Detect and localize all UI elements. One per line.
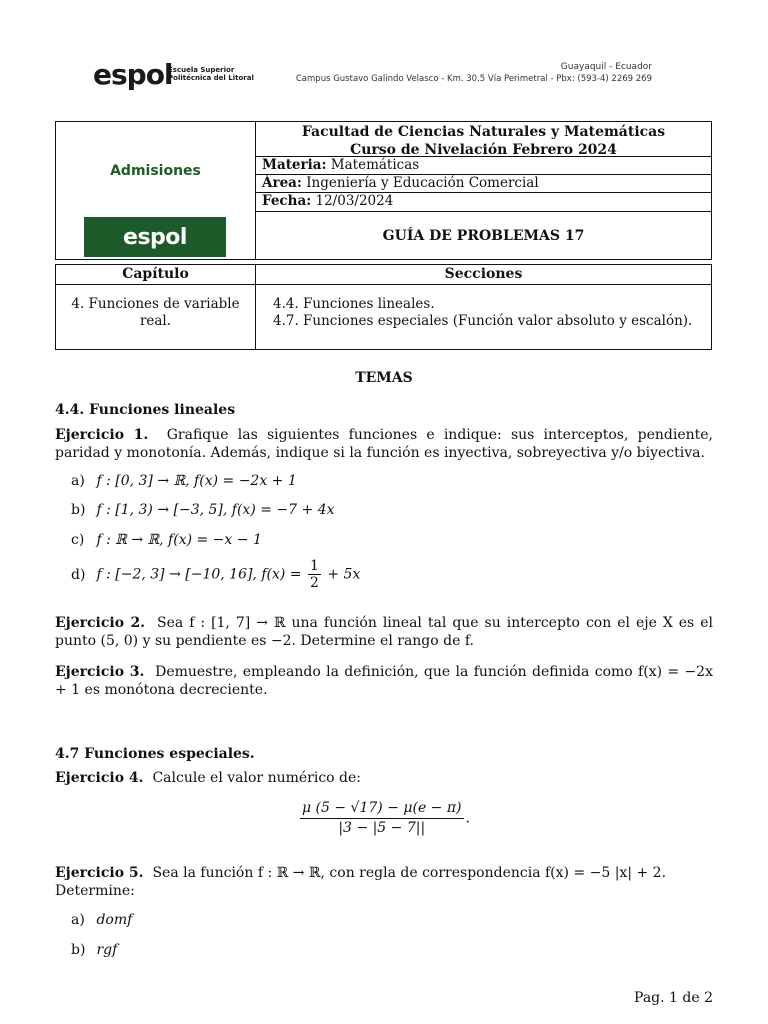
temas-heading: TEMAS — [355, 370, 413, 386]
area-row — [256, 175, 711, 193]
course-name: Curso de Nivelación Febrero 2024 — [350, 142, 617, 158]
exercise-3-text: Demuestre, empleando la definición, que la función definida como f(x) = −2x + 1 es monótona decreciente. — [55, 664, 713, 698]
item-label: b) — [71, 502, 86, 518]
logo-subtitle-line2: Politécnica del Litoral — [168, 74, 254, 82]
formula-denominator: |3 − |5 − 7|| — [338, 820, 426, 836]
item-label: c) — [71, 532, 85, 548]
exercise-5 — [55, 864, 713, 900]
area-value: Ingeniería y Educación Comercial — [306, 175, 539, 191]
exercise-2-label: Ejercicio 2. — [55, 615, 146, 631]
chapter-line2: real. — [139, 313, 172, 329]
sections-cell — [273, 296, 692, 330]
logo-subtitle-line1: Escuela Superior — [168, 66, 235, 74]
faculty-name: Facultad de Ciencias Naturales y Matemáticas — [301, 124, 666, 140]
page-number: Pag. 1 de 2 — [634, 990, 713, 1006]
formula-fraction — [300, 799, 464, 838]
area-label: Área: — [262, 175, 302, 191]
exercise-1-text: Grafique las siguientes funciones e indique: sus interceptos, pendiente, paridad y monotonía. Además, indique si la función es inyectiva, sobreyectiva y/o biyectiva. — [55, 427, 713, 461]
exercise-2 — [55, 614, 713, 650]
exercise-4-text: Calcule el valor numérico de: — [152, 770, 362, 786]
materia-value: Matemáticas — [330, 157, 420, 173]
section-item-2: 4.7. Funciones especiales (Función valor absoluto y escalón). — [273, 313, 693, 329]
item-label: d) — [71, 566, 86, 583]
exercise-4-formula — [0, 799, 768, 838]
exercise-5-label: Ejercicio 5. — [55, 865, 144, 881]
item-label: a) — [71, 912, 85, 928]
info-box — [55, 121, 712, 260]
exercise-5-text: Sea la función f : ℝ → ℝ, con regla de correspondencia f(x) = −5 |x| + 2. — [152, 865, 667, 881]
exercise-1 — [55, 426, 713, 462]
materia-label: Materia: — [262, 157, 327, 173]
logo-subtitle — [168, 66, 254, 82]
item-label: a) — [71, 473, 85, 489]
item-label: b) — [71, 942, 86, 958]
header-address: Campus Gustavo Galindo Velasco - Km. 30.5 Vía Perimetral - Pbx: (593-4) 2269 269 — [295, 74, 652, 84]
fraction-numerator: 1 — [309, 558, 319, 574]
exercise-5-item-a — [71, 911, 132, 929]
fecha-row — [256, 193, 711, 212]
fecha-label: Fecha: — [262, 193, 312, 209]
item-expression: f : [0, 3] → ℝ, f(x) = −2x + 1 — [96, 473, 297, 489]
exercise-2-text: Sea f : [1, 7] → ℝ una función lineal tal que su intercepto con el eje X es el punto (5, 0) y su pendiente es −2. Determine el rango de f. — [55, 615, 713, 649]
chapter-header: Capítulo — [122, 266, 189, 282]
exercise-1-item-d — [71, 558, 360, 591]
item-expression: domf — [96, 912, 133, 928]
exercise-5-item-b — [71, 941, 117, 959]
guide-title: GUÍA DE PROBLEMAS 17 — [382, 227, 585, 244]
exercise-4-label: Ejercicio 4. — [55, 770, 144, 786]
fraction — [308, 558, 321, 591]
chapter-table-header-line — [56, 284, 711, 285]
exercise-1-item-a — [71, 472, 297, 490]
materia-row — [256, 157, 711, 175]
item-expression: f : [−2, 3] → [−10, 16], f(x) = — [96, 566, 302, 583]
exercise-1-label: Ejercicio 1. — [55, 427, 149, 443]
admisiones-label: Admisiones — [110, 163, 201, 179]
fecha-value: 12/03/2024 — [315, 193, 394, 209]
espol-logo: espol — [93, 58, 173, 91]
exercise-1-item-b — [71, 501, 335, 519]
chapter-line1: 4. Funciones de variable — [71, 296, 240, 312]
item-expression: f : [1, 3) → [−3, 5], f(x) = −7 + 4x — [96, 502, 335, 518]
section-item-1: 4.4. Funciones lineales. — [273, 296, 435, 312]
item-expression: rgf — [96, 942, 118, 958]
exercise-1-item-c — [71, 531, 262, 549]
sections-header: Secciones — [444, 266, 523, 282]
faculty-block — [256, 122, 711, 157]
section-heading-44: 4.4. Funciones lineales — [55, 402, 236, 418]
item-expression: f : ℝ → ℝ, f(x) = −x − 1 — [96, 532, 262, 548]
formula-numerator: μ (5 − √17) − μ(e − π) — [300, 799, 464, 819]
exercise-3 — [55, 663, 713, 699]
espol-brand-logo: espol — [84, 217, 226, 257]
chapter-cell — [56, 296, 255, 330]
exercise-5-determine: Determine: — [55, 883, 135, 899]
section-heading-47: 4.7 Funciones especiales. — [55, 746, 255, 762]
header-city: Guayaquil - Ecuador — [560, 62, 652, 72]
item-expression-tail: + 5x — [327, 566, 361, 583]
exercise-4 — [55, 769, 361, 787]
fraction-denominator: 2 — [309, 575, 319, 591]
exercise-3-label: Ejercicio 3. — [55, 664, 145, 680]
formula-period: . — [465, 810, 470, 827]
chapter-table — [55, 264, 712, 350]
